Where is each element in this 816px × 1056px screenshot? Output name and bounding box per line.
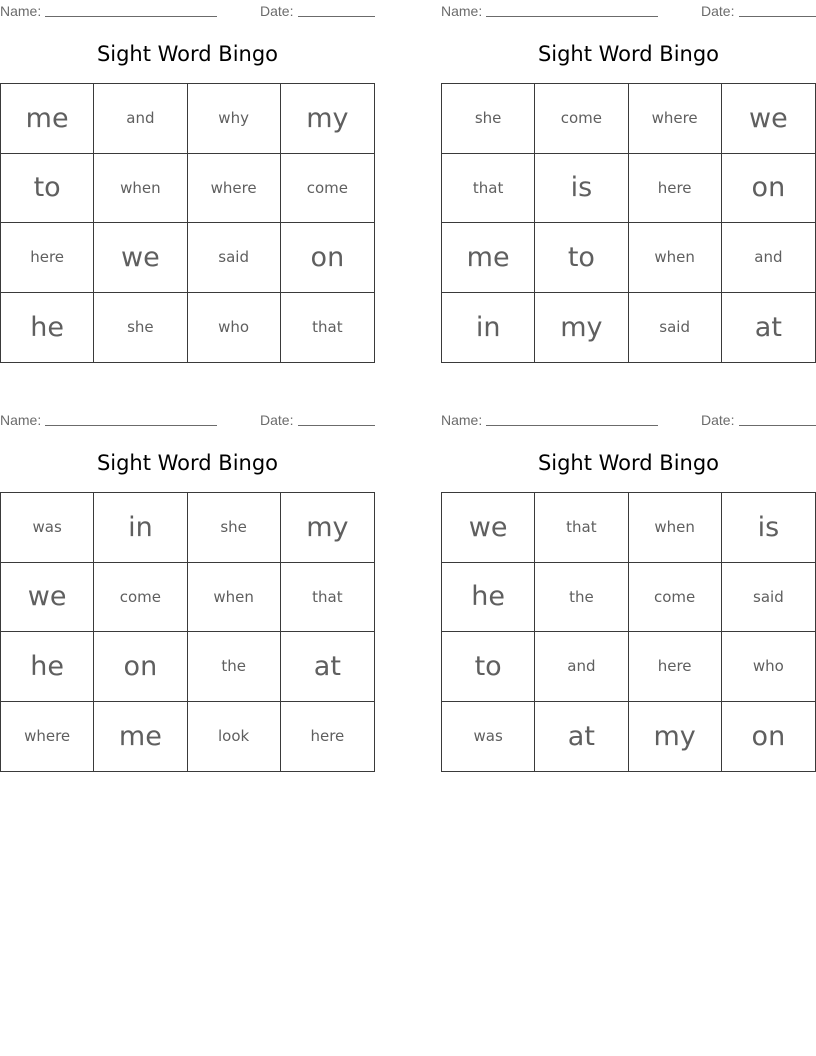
bingo-cell: the (188, 632, 281, 702)
bingo-cell: here (310, 727, 345, 746)
bingo-cell: on (94, 632, 187, 702)
bingo-cell: when (94, 154, 187, 224)
bingo-cell: my (629, 702, 722, 772)
bingo-cell: he (1, 632, 94, 702)
bingo-cell: when (629, 493, 722, 563)
date-label: Date: (260, 412, 294, 428)
bingo-cell: when (188, 563, 281, 633)
bingo-grid (0, 492, 375, 772)
bingo-cell: at (535, 702, 628, 772)
bingo-cell: on (281, 223, 374, 293)
bingo-grid (441, 492, 816, 772)
bingo-cell: she (442, 84, 535, 154)
date-blank-line[interactable] (739, 16, 816, 17)
bingo-cell: and (535, 632, 628, 702)
bingo-cell: who (722, 632, 815, 702)
bingo-cell: said (722, 563, 815, 633)
bingo-grid (0, 83, 375, 363)
bingo-cell: where (188, 154, 281, 224)
bingo-cell: come (94, 563, 187, 633)
bingo-cell: is (722, 493, 815, 563)
bingo-cell: and (722, 223, 815, 293)
bingo-cell: where (1, 702, 94, 772)
bingo-cell: we (442, 493, 535, 563)
card-header (0, 409, 375, 429)
date-blank-line[interactable] (739, 425, 816, 426)
name-label: Name: (0, 3, 42, 19)
bingo-cell: we (1, 563, 94, 633)
card-title: Sight Word Bingo (537, 42, 720, 66)
bingo-cell: me (442, 223, 535, 293)
bingo-cell: in (94, 493, 187, 563)
bingo-cell: to (535, 223, 628, 293)
name-label: Name: (0, 412, 42, 428)
bingo-cell: he (442, 563, 535, 633)
bingo-cell: here (629, 632, 722, 702)
bingo-cell: on (751, 720, 786, 752)
date-label: Date: (701, 412, 735, 428)
bingo-cell: my (535, 293, 628, 363)
bingo-cell: said (629, 293, 722, 363)
card-header (441, 0, 816, 20)
date-label: Date: (260, 3, 294, 19)
name-blank-line[interactable] (45, 425, 217, 426)
name-blank-line[interactable] (486, 425, 658, 426)
date-blank-line[interactable] (298, 16, 375, 17)
bingo-cell: come (281, 154, 374, 224)
bingo-cell: where (629, 84, 722, 154)
bingo-cell: when (629, 223, 722, 293)
bingo-cell: me (1, 84, 94, 154)
card-title: Sight Word Bingo (96, 42, 279, 66)
bingo-cell: she (188, 493, 281, 563)
bingo-cell: that (281, 563, 374, 633)
bingo-cell: is (535, 154, 628, 224)
bingo-cell: come (535, 84, 628, 154)
bingo-cell: was (1, 493, 94, 563)
bingo-cell: here (629, 154, 722, 224)
name-blank-line[interactable] (45, 16, 217, 17)
card-title: Sight Word Bingo (96, 451, 279, 475)
card-header (0, 0, 375, 20)
bingo-cell: my (281, 493, 374, 563)
bingo-cell: here (1, 223, 94, 293)
bingo-cell: to (1, 154, 94, 224)
bingo-cell: on (722, 154, 815, 224)
card-header (441, 409, 816, 429)
bingo-cell: look (188, 702, 281, 772)
bingo-cell: she (94, 293, 187, 363)
name-label: Name: (441, 3, 483, 19)
bingo-cell: to (442, 632, 535, 702)
bingo-cell: said (188, 223, 281, 293)
bingo-cell: who (188, 293, 281, 363)
bingo-cell: we (94, 223, 187, 293)
name-label: Name: (441, 412, 483, 428)
date-blank-line[interactable] (298, 425, 375, 426)
bingo-cell: come (629, 563, 722, 633)
bingo-cell: and (94, 84, 187, 154)
bingo-cell: me (94, 702, 187, 772)
bingo-cell: why (188, 84, 281, 154)
bingo-cell: the (535, 563, 628, 633)
card-title: Sight Word Bingo (537, 451, 720, 475)
bingo-cell: at (281, 632, 374, 702)
bingo-cell: at (754, 311, 782, 343)
bingo-cell: we (722, 84, 815, 154)
date-label: Date: (701, 3, 735, 19)
name-blank-line[interactable] (486, 16, 658, 17)
bingo-cell: in (442, 293, 535, 363)
bingo-cell: that (535, 493, 628, 563)
bingo-cell: was (442, 702, 535, 772)
bingo-cell: that (312, 318, 343, 337)
bingo-cell: he (1, 293, 94, 363)
bingo-grid (441, 83, 816, 363)
bingo-cell: my (281, 84, 374, 154)
bingo-cell: that (442, 154, 535, 224)
